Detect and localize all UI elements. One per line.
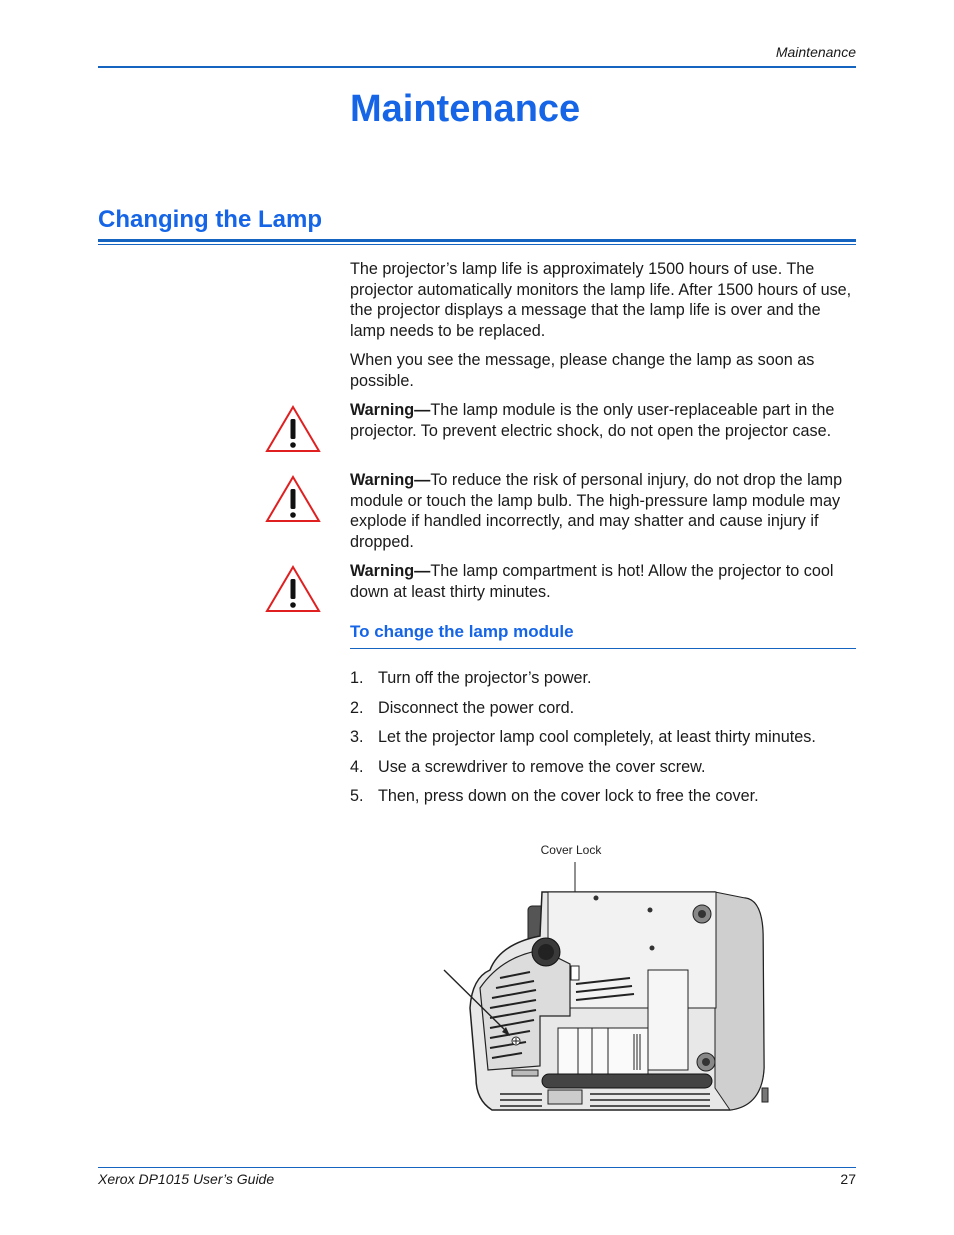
footer-guide-title: Xerox DP1015 User’s Guide xyxy=(98,1171,275,1187)
warning-3 xyxy=(350,561,856,602)
intro-paragraph-1: The projector’s lamp life is approximately 1500 hours of use. The projector automatically monitors the lamp life. After 1500 hours of use, the projector displays a message that the lamp life is over and the lamp needs to be replaced. xyxy=(350,260,852,340)
step-text: Disconnect the power cord. xyxy=(378,698,575,717)
step-item xyxy=(350,728,856,758)
running-header: Maintenance xyxy=(775,44,856,60)
header-rule xyxy=(98,66,856,68)
footer-rule xyxy=(98,1167,856,1168)
warning-triangle-icon xyxy=(265,475,321,523)
step-number: 3. xyxy=(350,728,364,746)
step-text: Then, press down on the cover lock to free the cover. xyxy=(378,787,759,805)
procedure-rule xyxy=(350,648,856,649)
step-item xyxy=(350,669,856,699)
step-item xyxy=(350,758,856,788)
chapter-title: Maintenance xyxy=(350,88,581,130)
procedure-title: To change the lamp module xyxy=(350,622,574,641)
step-item xyxy=(350,787,856,817)
step-number: 1. xyxy=(350,669,364,687)
section-rule-thin xyxy=(98,244,856,245)
warning-text: The lamp module is the only user-replaceable part in the projector. To prevent electric shock, do not open the projector case. xyxy=(350,401,835,440)
step-number: 4. xyxy=(350,757,364,776)
step-item xyxy=(350,699,856,729)
step-number: 5. xyxy=(350,787,364,805)
section-rule-thick xyxy=(98,239,856,242)
procedure-steps xyxy=(350,669,856,817)
step-number: 2. xyxy=(350,698,364,717)
page-number: 27 xyxy=(840,1171,856,1187)
section-title: Changing the Lamp xyxy=(98,206,322,233)
warning-triangle-icon xyxy=(265,565,321,613)
step-text: Use a screwdriver to remove the cover screw. xyxy=(378,757,706,776)
warning-2 xyxy=(350,470,856,552)
step-text: Turn off the projector’s power. xyxy=(378,669,592,687)
warning-triangle-icon xyxy=(265,405,321,453)
warning-label: Warning— xyxy=(350,562,431,580)
projector-bottom-illustration xyxy=(430,838,770,1120)
intro-paragraph-2: When you see the message, please change the lamp as soon as possible. xyxy=(350,351,815,390)
warning-label: Warning— xyxy=(350,471,431,489)
step-text: Let the projector lamp cool completely, at least thirty minutes. xyxy=(378,728,816,746)
warning-1 xyxy=(350,400,856,441)
warning-text: To reduce the risk of personal injury, do not drop the lamp module or touch the lamp bulb. The high-pressure lamp module may explode if handled incorrectly, and may shatter and cause injury if dropped. xyxy=(350,471,843,551)
cover-lock-callout: Cover Lock xyxy=(540,843,602,857)
warning-label: Warning— xyxy=(350,401,431,419)
warning-text: The lamp compartment is hot! Allow the projector to cool down at least thirty minutes. xyxy=(350,562,834,601)
